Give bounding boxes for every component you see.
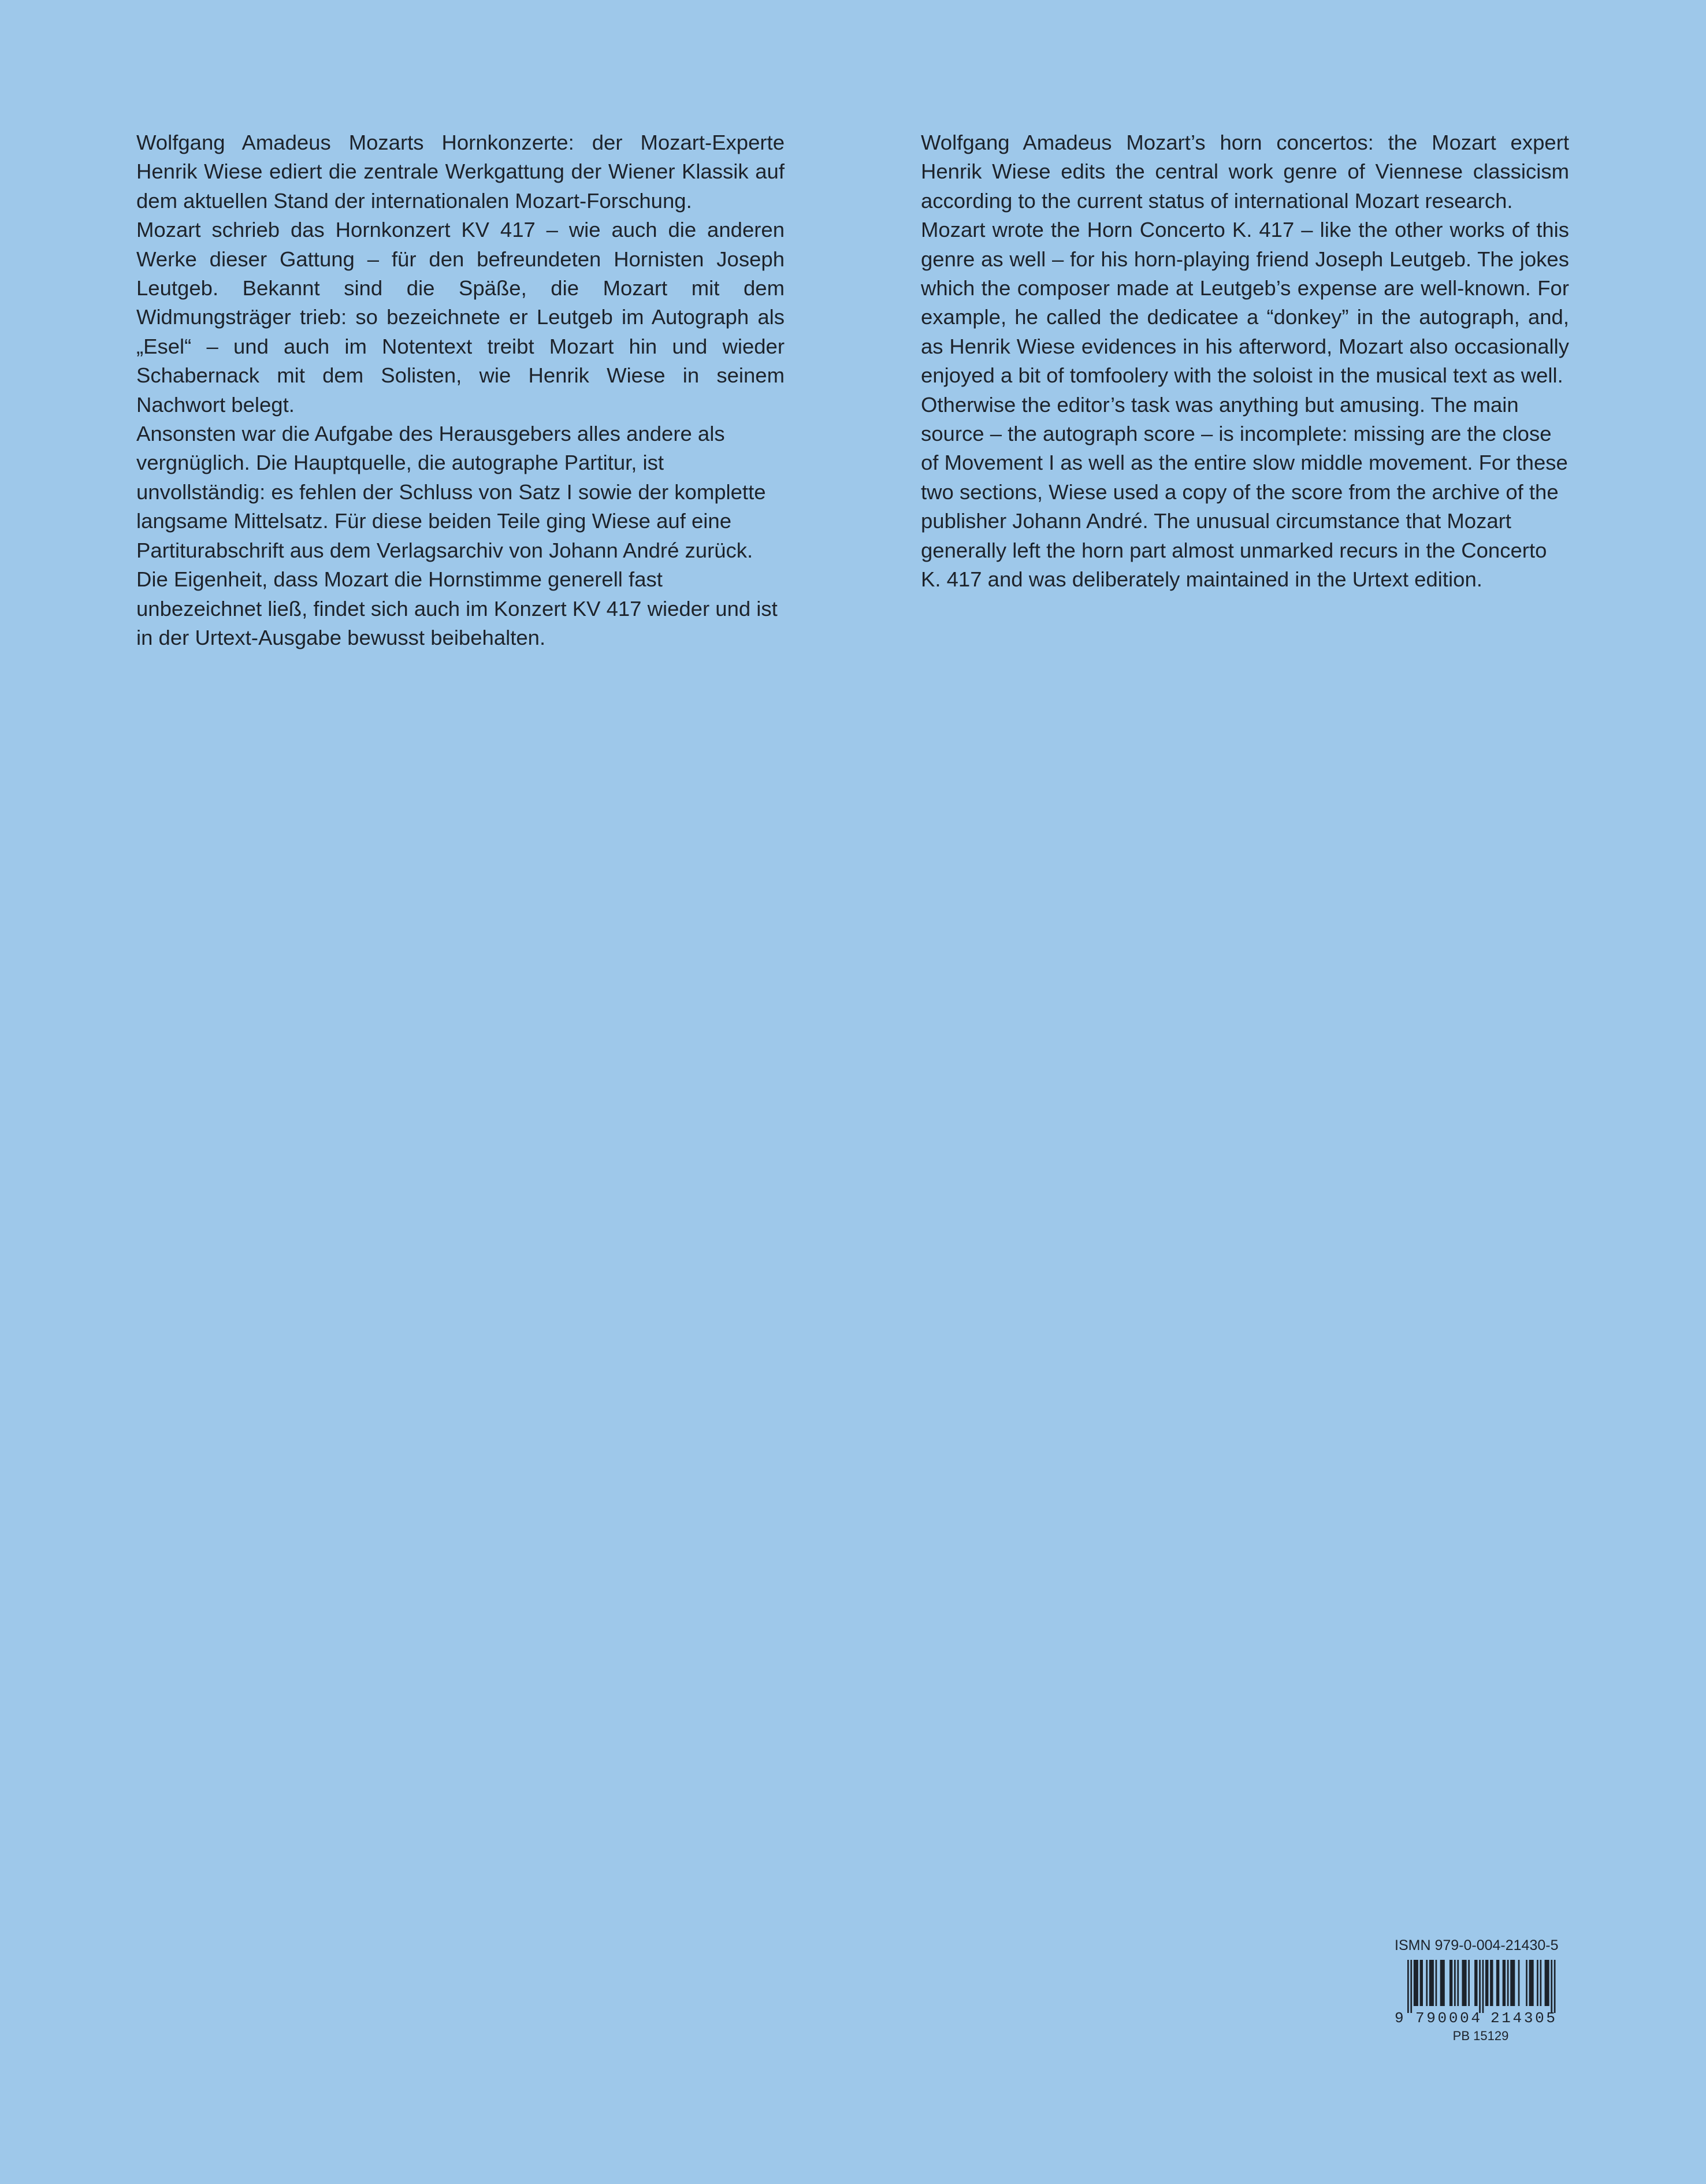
barcode-bar: [1414, 1960, 1418, 2006]
barcode-digits-left: 790004: [1415, 2010, 1480, 2025]
barcode-bar: [1429, 1960, 1434, 2006]
barcode-bar: [1449, 1960, 1452, 2006]
barcode-bar: [1503, 1960, 1506, 2006]
barcode-bar: [1485, 1960, 1488, 2006]
barcode-bar: [1457, 1960, 1459, 2006]
barcode-bar: [1490, 1960, 1493, 2006]
barcode-bar: [1407, 1960, 1409, 2013]
barcode-bar: [1545, 1960, 1549, 2006]
barcode-digit-lead: 9: [1395, 2010, 1404, 2025]
barcode-bars: [1407, 1960, 1556, 2013]
barcode-bar: [1410, 1960, 1412, 2013]
german-paragraph-intro: Wolfgang Amadeus Mozarts Hornkonzerte: der Mozart-Experte Henrik Wiese ediert die zentrale Werkgattung der Wiener Klassik auf dem aktuellen Stand der internationalen Mozart-Forschung.: [136, 131, 785, 213]
english-text-column: [921, 128, 1569, 595]
english-paragraph-leutgeb: Mozart wrote the Horn Concerto K. 417 – like the other works of this genre as well – for his horn-playing friend Joseph Leutgeb. The jokes which the composer made at Leutgeb’s expense are well-known. For example, he called the dedicatee a “donkey” in the autograph, and, as Henrik Wiese evidences in his afterword, Mozart also occasionally enjoyed a bit of tomfoolery with the soloist in the musical text as well.: [921, 218, 1569, 388]
barcode-bar: [1554, 1960, 1556, 2013]
barcode-bar: [1537, 1960, 1538, 2006]
english-paragraph-intro: Wolfgang Amadeus Mozart’s horn concertos: the Mozart expert Henrik Wiese edits the central work genre of Viennese classicism according to the current status of international Mozart research.: [921, 131, 1569, 213]
barcode-bar: [1518, 1960, 1520, 2006]
barcode-digits-right: 214305: [1491, 2010, 1555, 2025]
barcode-bar: [1482, 1960, 1484, 2013]
barcode-bar: [1454, 1960, 1456, 2006]
german-text-column: [136, 128, 785, 652]
barcode-bar: [1440, 1960, 1445, 2006]
barcode-bar: [1468, 1960, 1470, 2006]
catalog-number: PB 15129: [1452, 2029, 1509, 2043]
ismn-number: ISMN 979-0-004-21430-5: [1395, 1937, 1559, 1953]
barcode-block: [1392, 1937, 1569, 2052]
barcode-bar: [1510, 1960, 1515, 2006]
english-paragraph-sources: Otherwise the editor’s task was anything but amusing. The main source – the autograph score – is incomplete: missing are the close of Movement I as well as the entire slow middle movement. For these two sections, Wiese used a copy of the score from the archive of the publisher Johann André. The unusual circumstance that Mozart generally left the horn part almost unmarked recurs in the Concerto K. 417 and was deliberately maintained in the Urtext edition.: [921, 392, 1568, 592]
german-paragraph-leutgeb: Mozart schrieb das Hornkonzert KV 417 – wie auch die anderen Werke dieser Gattung – für den befreundeten Hornisten Joseph Leutgeb. Bekannt sind die Späße, die Mozart mit dem Widmungsträger trieb: so bezeichnete er Leutgeb im Autograph als „Esel“ – und auch im Notentext treibt Mozart hin und wieder Schabernack mit dem Solisten, wie Henrik Wiese in seinem Nachwort belegt.: [136, 218, 785, 417]
barcode-bar: [1551, 1960, 1552, 2013]
barcode-bar: [1526, 1960, 1527, 2006]
barcode-bar: [1540, 1960, 1542, 2006]
barcode-bar: [1474, 1960, 1477, 2006]
barcode-bar: [1420, 1960, 1423, 2006]
barcode-bar: [1436, 1960, 1437, 2006]
barcode-bar: [1426, 1960, 1428, 2006]
barcode-bar: [1479, 1960, 1481, 2013]
barcode-bar: [1529, 1960, 1534, 2006]
german-paragraph-sources: Ansonsten war die Aufgabe des Herausgebers alles andere als vergnüglich. Die Hauptquelle, die autographe Partitur, ist unvollständig: es fehlen der Schluss von Satz I sowie der komplette langsame Mittelsatz. Für diese beiden Teile ging Wiese auf eine Partiturabschrift aus dem Verlagsarchiv von Johann André zurück. Die Eigenheit, dass Mozart die Hornstimme generell fast unbezeichnet ließ, findet sich auch im Konzert KV 417 wieder und ist in der Urtext-Ausgabe bewusst beibehalten.: [136, 422, 778, 649]
ean-barcode: [1392, 1960, 1569, 2025]
barcode-bar: [1507, 1960, 1509, 2006]
barcode-bar: [1462, 1960, 1467, 2006]
barcode-bar: [1496, 1960, 1499, 2006]
